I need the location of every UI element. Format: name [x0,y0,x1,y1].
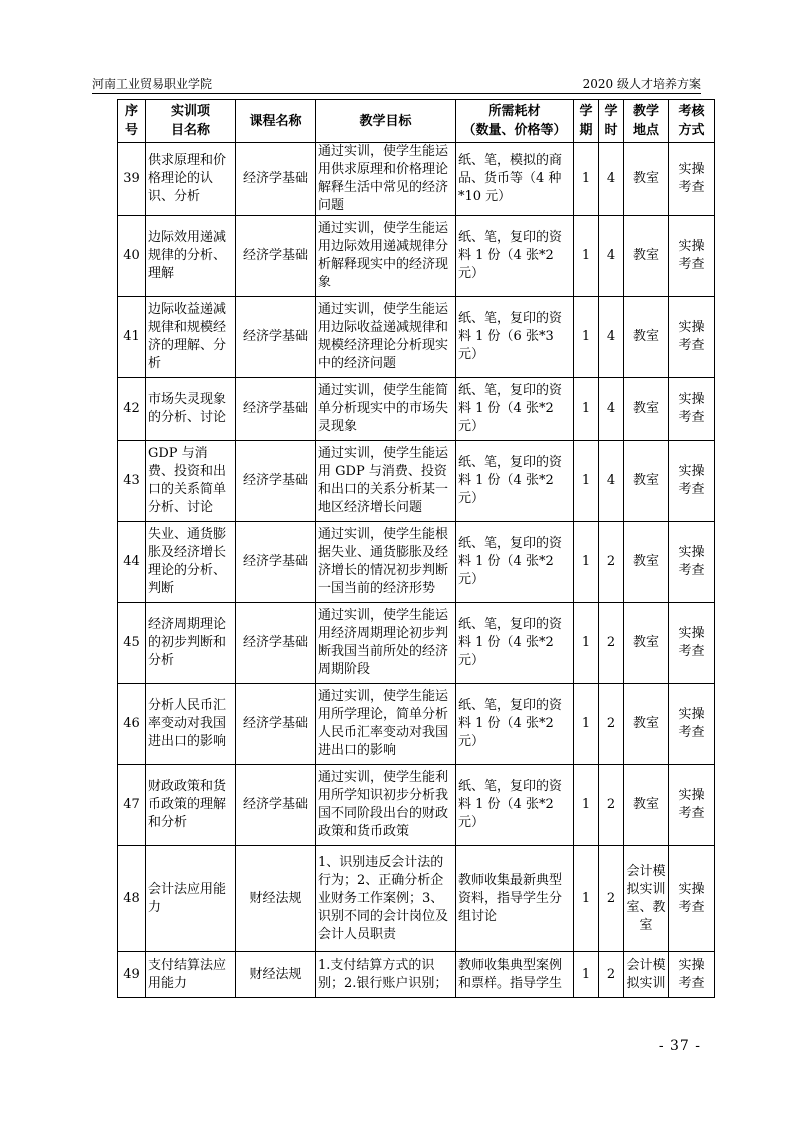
cell-location: 会计模拟实训室、教室 [624,846,669,952]
cell-goal: 通过实训，使学生能根据失业、通货膨胀及经济增长的情况初步判断一国当前的经济形势 [316,522,456,603]
cell-project: GDP 与消费、投资和出口的关系简单分析、讨论 [146,441,236,522]
header-text: 实训项 [170,104,210,119]
cell-project: 市场失灵现象的分析、讨论 [146,378,236,441]
table-row [118,378,715,441]
cell-project: 分析人民币汇率变动对我国进出口的影响 [146,684,236,765]
cell-location: 会计模拟实训 [624,952,669,998]
table-row [118,143,715,216]
col-header-course [236,100,316,143]
header-text: 学 [579,104,593,119]
cell-hours: 2 [599,952,624,998]
table-row [118,684,715,765]
col-header-project [146,100,236,143]
cell-materials: 教师收集最新典型资料，指导学生分组讨论 [456,846,574,952]
cell-goal: 通过实训，使学生能利用所学知识初步分析我国不同阶段出台的财政政策和货币政策 [316,765,456,846]
cell-term: 1 [574,603,599,684]
cell-course: 财经法规 [236,952,316,998]
cell-no: 46 [118,684,146,765]
cell-no: 47 [118,765,146,846]
col-header-hours [599,100,624,143]
header-text: 期 [579,123,593,138]
cell-term: 1 [574,952,599,998]
cell-hours: 2 [599,522,624,603]
cell-assessment: 实操考查 [669,441,715,522]
cell-hours: 2 [599,765,624,846]
cell-location: 教室 [624,441,669,522]
cell-no: 49 [118,952,146,998]
cell-assessment: 实操考查 [669,297,715,378]
cell-goal: 通过实训，使学生能简单分析现实中的市场失灵现象 [316,378,456,441]
cell-no: 44 [118,522,146,603]
cell-location: 教室 [624,603,669,684]
cell-location: 教室 [624,378,669,441]
cell-project: 会计法应用能力 [146,846,236,952]
cell-term: 1 [574,684,599,765]
cell-project: 边际收益递减规律和规模经济的理解、分析 [146,297,236,378]
cell-assessment: 实操考查 [669,603,715,684]
cell-goal: 通过实训，使学生能运用经济周期理论初步判断我国当前所处的经济周期阶段 [316,603,456,684]
cell-course: 经济学基础 [236,684,316,765]
cell-term: 1 [574,441,599,522]
cell-project: 供求原理和价格理论的认识、分析 [146,143,236,216]
cell-goal: 通过实训，使学生能运用边际效用递减规律分析解释现实中的经济现象 [316,216,456,297]
cell-assessment: 实操考查 [669,216,715,297]
cell-materials: 纸、笔，复印的资料 1 份（4 张*2 元） [456,765,574,846]
table-row [118,765,715,846]
cell-no: 39 [118,143,146,216]
cell-assessment: 实操考查 [669,684,715,765]
header-text: 考核 [678,104,705,119]
cell-goal: 通过实训，使学生能运用供求原理和价格理论解释生活中常见的经济问题 [316,143,456,216]
header-text: 序 [124,104,138,119]
table-row [118,441,715,522]
cell-course: 经济学基础 [236,378,316,441]
header-divider [92,93,701,94]
cell-term: 1 [574,378,599,441]
cell-location: 教室 [624,765,669,846]
cell-materials: 纸、笔，复印的资料 1 份（4 张*2 元） [456,522,574,603]
cell-materials: 纸、笔，复印的资料 1 份（4 张*2 元） [456,441,574,522]
cell-hours: 2 [599,684,624,765]
cell-course: 经济学基础 [236,603,316,684]
cell-goal: 1.支付结算方式的识别；2.银行账户识别； [316,952,456,998]
cell-no: 42 [118,378,146,441]
header-school-name: 河南工业贸易职业学院 [92,77,213,91]
cell-no: 41 [118,297,146,378]
col-header-no [118,100,146,143]
table-row [118,846,715,952]
cell-hours: 4 [599,143,624,216]
cell-goal: 通过实训，使学生能运用所学理论，简单分析人民币汇率变动对我国进出口的影响 [316,684,456,765]
table-header-row [118,100,715,143]
col-header-goal [316,100,456,143]
header-text: 方式 [678,123,705,138]
table-row [118,216,715,297]
cell-materials: 教师收集典型案例和票样。指导学生 [456,952,574,998]
col-header-assessment [669,100,715,143]
cell-project: 支付结算法应用能力 [146,952,236,998]
header-text: 学 [604,104,618,119]
header-text: 地点 [632,123,659,138]
cell-materials: 纸、笔，复印的资料 1 份（4 张*2 元） [456,216,574,297]
cell-materials: 纸、笔，复印的资料 1 份（6 张*3 元） [456,297,574,378]
cell-location: 教室 [624,684,669,765]
cell-term: 1 [574,143,599,216]
cell-course: 经济学基础 [236,522,316,603]
table-row [118,297,715,378]
cell-hours: 2 [599,846,624,952]
table-row [118,603,715,684]
cell-materials: 纸、笔，模拟的商品、货币等（4 种*10 元） [456,143,574,216]
cell-hours: 4 [599,441,624,522]
cell-term: 1 [574,846,599,952]
header-text: 所需耗材 [488,104,541,119]
cell-no: 45 [118,603,146,684]
cell-project: 经济周期理论的初步判断和分析 [146,603,236,684]
cell-materials: 纸、笔，复印的资料 1 份（4 张*2 元） [456,684,574,765]
header-text: 教学目标 [359,113,412,129]
cell-term: 1 [574,297,599,378]
cell-course: 经济学基础 [236,765,316,846]
col-header-location [624,100,669,143]
cell-assessment: 实操考查 [669,143,715,216]
cell-course: 财经法规 [236,846,316,952]
cell-hours: 4 [599,297,624,378]
cell-project: 财政政策和货币政策的理解和分析 [146,765,236,846]
cell-project: 失业、通货膨胀及经济增长理论的分析、判断 [146,522,236,603]
cell-term: 1 [574,216,599,297]
cell-hours: 2 [599,603,624,684]
col-header-term [574,100,599,143]
page-number: - 37 - [658,1038,701,1054]
header-text: 时 [604,123,618,138]
cell-term: 1 [574,765,599,846]
cell-course: 经济学基础 [236,143,316,216]
cell-assessment: 实操考查 [669,522,715,603]
header-text: （数量、价格等） [462,123,567,138]
cell-goal: 通过实训，使学生能运用边际收益递减规律和规模经济理论分析现实中的经济问题 [316,297,456,378]
cell-hours: 4 [599,378,624,441]
cell-assessment: 实操考查 [669,378,715,441]
cell-goal: 1、识别违反会计法的行为；2、正确分析企业财务工作案例；3、识别不同的会计岗位及会计人员职责 [316,846,456,952]
cell-hours: 4 [599,216,624,297]
header-text: 课程名称 [249,113,302,129]
cell-course: 经济学基础 [236,441,316,522]
header-text: 目名称 [170,123,210,138]
cell-location: 教室 [624,522,669,603]
cell-no: 40 [118,216,146,297]
cell-location: 教室 [624,216,669,297]
col-header-materials [456,100,574,143]
cell-course: 经济学基础 [236,216,316,297]
cell-materials: 纸、笔，复印的资料 1 份（4 张*2 元） [456,603,574,684]
cell-assessment: 实操考查 [669,846,715,952]
header-text: 号 [124,123,138,138]
cell-location: 教室 [624,297,669,378]
cell-term: 1 [574,522,599,603]
cell-location: 教室 [624,143,669,216]
cell-materials: 纸、笔，复印的资料 1 份（4 张*2 元） [456,378,574,441]
table-row [118,522,715,603]
header-doc-title: 2020 级人才培养方案 [582,77,701,91]
training-table [117,99,715,998]
cell-no: 48 [118,846,146,952]
cell-project: 边际效用递减规律的分析、理解 [146,216,236,297]
cell-course: 经济学基础 [236,297,316,378]
table-row [118,952,715,998]
cell-assessment: 实操考查 [669,765,715,846]
cell-assessment: 实操考查 [669,952,715,998]
header-text: 教学 [632,104,659,119]
cell-goal: 通过实训，使学生能运用 GDP 与消费、投资和出口的关系分析某一地区经济增长问题 [316,441,456,522]
cell-no: 43 [118,441,146,522]
